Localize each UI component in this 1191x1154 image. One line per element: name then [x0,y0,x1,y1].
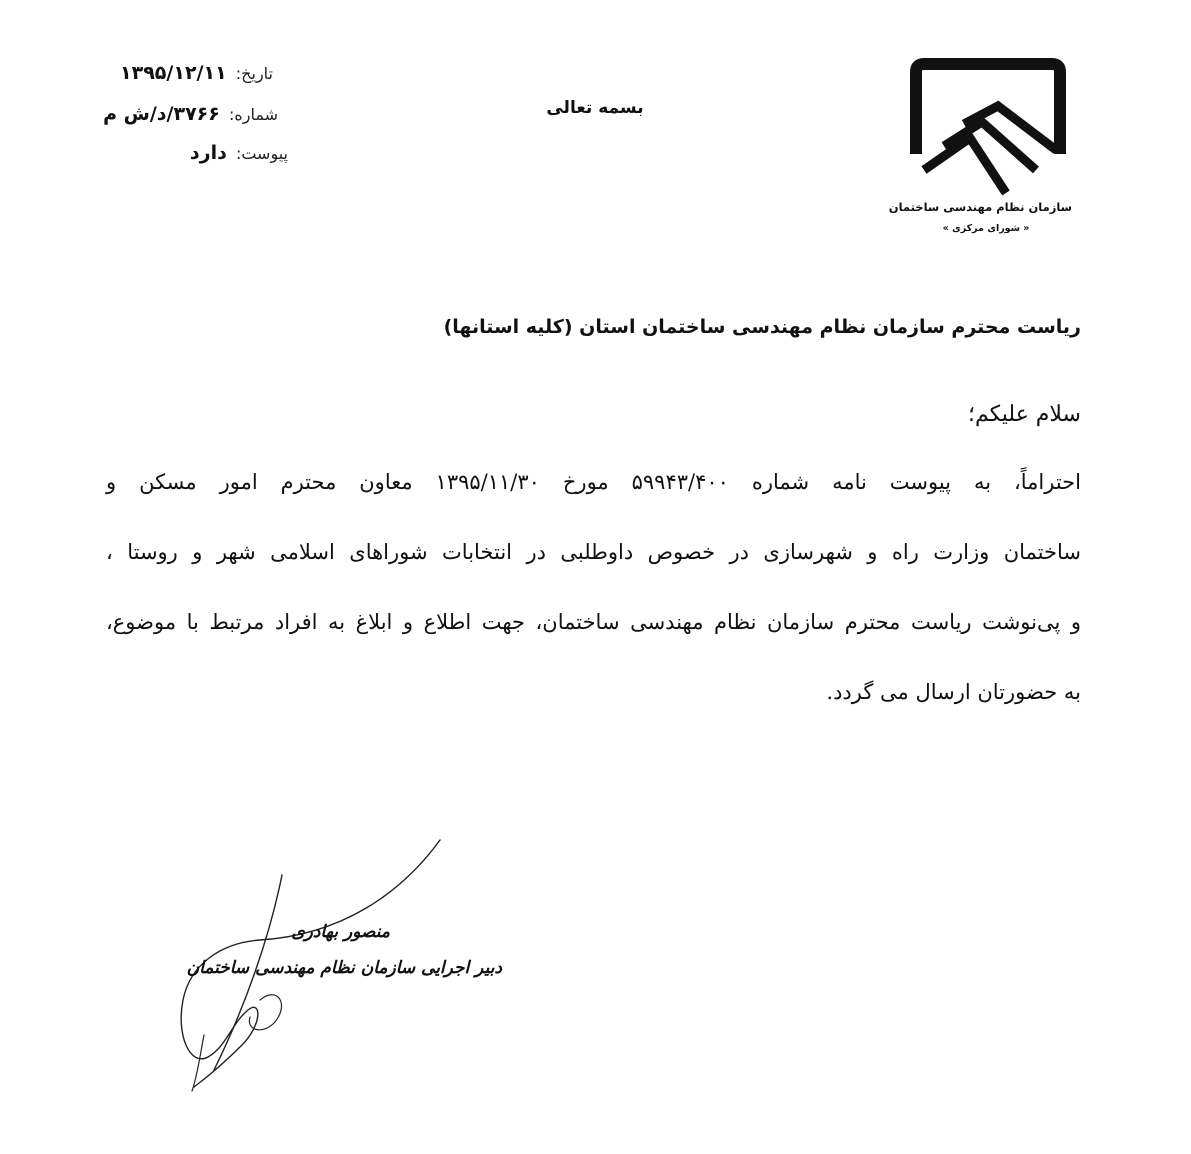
date-value: ۱۳۹۵/۱۲/۱۱ [120,62,227,84]
logo-organization-name: سازمان نظام مهندسی ساختمان [888,200,1072,214]
signer-name: منصور بهادری [291,922,390,942]
attachment-label: پیوست: [235,144,288,163]
signer-title: دبیر اجرایی سازمان نظام مهندسی ساختمان [186,958,502,978]
letter-greeting: سلام علیکم؛ [967,402,1081,427]
logo-subtitle: « شورای مرکزی » [942,223,1030,234]
body-line-3: و پی‌نوشت ریاست محترم سازمان نظام مهندسی ساختمان، جهت اطلاع و ابلاغ به افراد مرتبط با موضوع، [106,610,1081,634]
date-row [118,62,273,84]
letter-recipient: ریاست محترم سازمان نظام مهندسی ساختمان استان (کلیه استانها) [443,316,1081,338]
number-value: ۳۷۶۶/د/ش م [103,103,220,125]
house-stairs-logo-icon [906,58,1066,198]
date-label: تاریخ: [235,64,273,83]
basmala-heading: بسمه تعالی [546,98,644,118]
number-row [100,103,278,125]
number-label: شماره: [228,105,278,124]
body-line-4: به حضورتان ارسال می گردد. [826,680,1081,704]
organization-logo [888,52,1072,242]
body-line-2: ساختمان وزارت راه و شهرسازی در خصوص داوطلبی در انتخابات شوراهای اسلامی شهر و روستا ، [106,540,1081,564]
attachment-value: دارد [189,142,227,164]
body-line-1: احتراماً، به پیوست نامه شماره ۵۹۹۴۳/۴۰۰ مورخ ۱۳۹۵/۱۱/۳۰ معاون محترم امور مسکن و [106,470,1081,494]
attachment-row [180,142,288,164]
